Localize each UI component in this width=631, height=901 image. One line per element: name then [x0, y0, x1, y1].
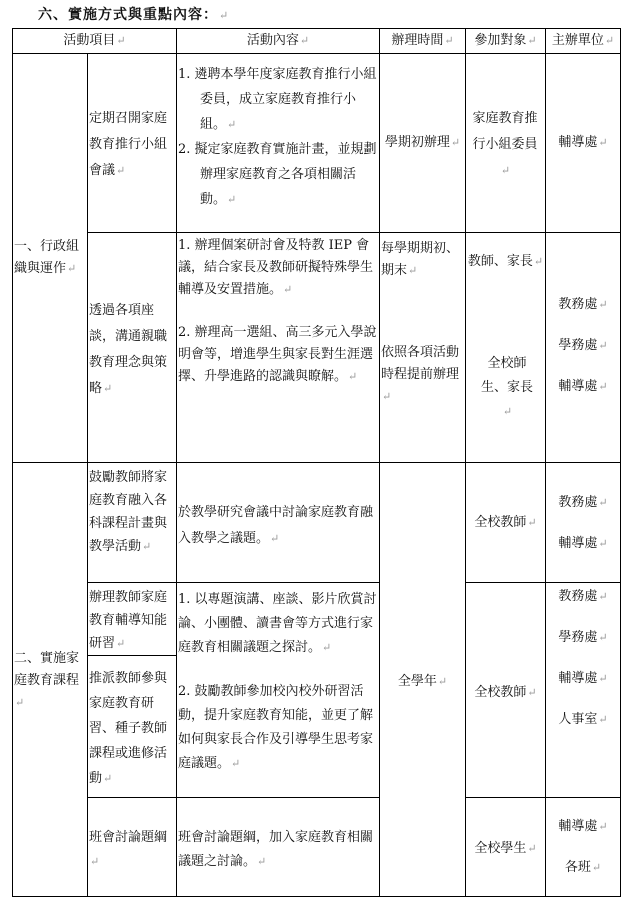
activity-item: 推派教師參與家庭教育研習、種子教師課程或進修活動↵: [89, 671, 168, 786]
activity-content: 1. 以專題演講、座談、影片欣賞討論、小團體、讀書會等方式進行家庭教育相關議題之探討。↵ 2. 鼓勵教師參加校內校外研習活動，提升家庭教育知能，並更了解如何與家長合作及引導學生思考家庭議題。↵: [178, 592, 377, 771]
activity-content: 1. 遴聘本學年度家庭教育推行小組委員，成立家庭教育推行小組。↵ 2. 擬定家庭教育實施計畫，並規劃辦理家庭教育之各項相關活動。↵: [178, 67, 377, 207]
activity-time: 依照各項活動時程提前辦理↵: [381, 345, 460, 403]
activity-item: 班會討論題綱↵: [89, 830, 168, 868]
row-divider: [87, 232, 621, 233]
activity-target: 教師、家長↵: [467, 254, 544, 269]
col-divider: [176, 28, 177, 896]
header-divider: [12, 53, 621, 54]
col-divider: [379, 28, 380, 896]
table-border-right: [620, 28, 621, 896]
row-divider: [465, 582, 621, 583]
table-border-left: [12, 28, 13, 896]
activity-unit: 教務處↵ 輔導處↵: [558, 495, 608, 551]
activity-item: 辦理教師家庭教育輔導知能研習↵: [89, 590, 168, 651]
section-heading: 六、實施方式與重點內容：↵: [38, 7, 230, 23]
activity-item: 透過各項座談，溝通親職教育理念與策略↵: [89, 303, 168, 396]
row-divider: [87, 655, 176, 656]
activity-time: 學期初辦理↵: [384, 135, 461, 150]
activity-target: 全校師生、家長↵: [480, 356, 533, 418]
col-divider: [545, 28, 546, 896]
row-divider: [465, 797, 621, 798]
table-border-top: [12, 28, 621, 29]
activity-content: 於教學研究會議中討論家庭教育融入教學之議題。↵: [178, 505, 374, 546]
header-content: 活動內容↵: [246, 33, 310, 48]
header-item: 活動項目↵: [63, 33, 126, 48]
activity-target: 全校學生↵: [474, 841, 537, 856]
header-target: 參加對象↵: [474, 33, 537, 48]
activity-item: 定期召開家庭教育推行小組會議↵: [89, 111, 168, 178]
activity-time: 全學年↵: [397, 674, 448, 689]
section-label: 二、實施家庭教育課程↵: [14, 651, 80, 709]
col-divider: [87, 53, 88, 896]
row-divider: [87, 582, 379, 583]
col-divider: [465, 28, 466, 896]
activity-content: 1. 辦理個案研討會及特教 IEP 會議，結合家長及教師研擬特殊學生輔導及安置措施。↵ 2. 辦理高一選組、高三多元入學說明會等，增進學生與家長對生涯選擇、升學進路的認識與瞭解。↵: [178, 238, 377, 384]
section-label: 一、行政組織與運作↵: [14, 239, 80, 276]
activity-unit: 輔導處↵ 各班↵: [558, 819, 608, 875]
activity-target: 家庭教育推行小組委員↵: [472, 111, 538, 177]
paragraph-mark: ↵: [219, 9, 230, 22]
activity-unit: 輔導處↵: [558, 135, 608, 150]
activity-item: 鼓勵教師將家庭教育融入各科課程計畫與教學活動↵: [89, 470, 168, 554]
activity-time: 每學期期初、期末↵: [381, 241, 460, 278]
row-divider: [87, 797, 379, 798]
table-border-bottom: [12, 896, 621, 897]
section-divider: [12, 462, 621, 463]
header-time: 辦理時間↵: [391, 33, 454, 48]
activity-target: 全校教師↵: [474, 515, 537, 530]
activity-unit: 教務處↵ 學務處↵ 輔導處↵ 人事室↵: [558, 589, 608, 727]
activity-unit: 教務處↵ 學務處↵ 輔導處↵: [558, 297, 608, 394]
activity-target: 全校教師↵: [474, 685, 537, 700]
header-unit: 主辦單位↵: [551, 33, 615, 48]
activity-content: 班會討論題綱，加入家庭教育相關議題之討論。↵: [178, 830, 374, 869]
